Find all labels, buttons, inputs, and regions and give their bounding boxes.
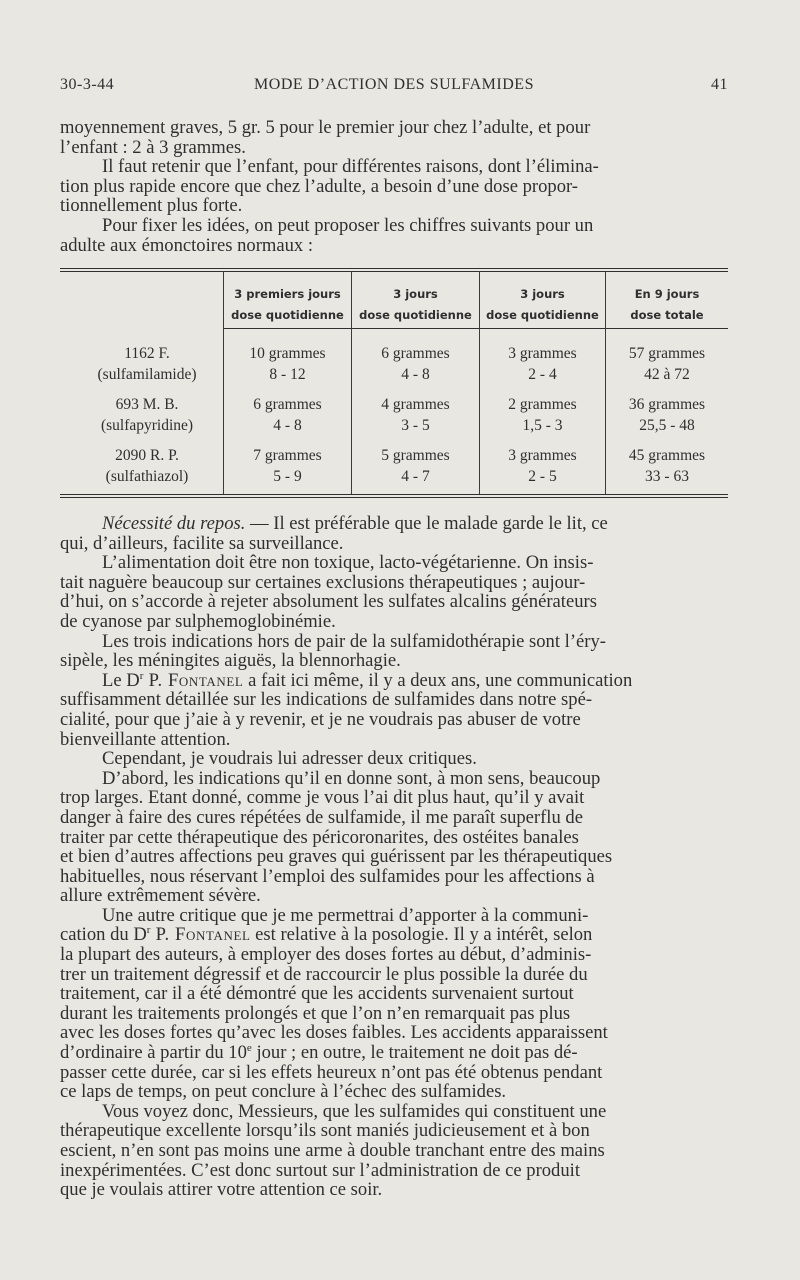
text-line: Cependant, je voudrais lui adresser deux critiques. bbox=[102, 748, 477, 770]
section-heading: Nécessité du repos. bbox=[102, 513, 246, 534]
text-line: avec les doses fortes qu’avec les doses faibles. Les accidents apparaissent bbox=[60, 1022, 608, 1044]
text-line: traiter par cette thérapeutique des péricoronarites, des ostéites banales bbox=[60, 826, 579, 848]
text-line: sipèle, les méningites aiguës, la blennorhagie. bbox=[60, 650, 401, 672]
text-line: de cyanose par sulphemoglobinémie. bbox=[60, 610, 336, 632]
table-cell: 57 grammes 42 à 72 bbox=[628, 345, 706, 383]
text-line: Le $D^r$ P. Fontanel a fait ici même, il y a deux ans, une communication bbox=[102, 669, 633, 691]
paragraph-critiques bbox=[60, 749, 728, 769]
text-line: adulte aux émonctoires normaux : bbox=[60, 234, 314, 256]
table-cell: 6 grammes 4 - 8 bbox=[253, 396, 322, 434]
text-line: tion plus rapide encore que chez l’adulte, a besoin d’une dose propor- bbox=[60, 175, 579, 197]
text-line: Vous voyez donc, Messieurs, que les sulfamides qui constituent une bbox=[102, 1100, 607, 1122]
text-line: ce laps de temps, on peut conclure à l’échec des sulfamides. bbox=[60, 1081, 507, 1103]
table-cell: 2 grammes 1,5 - 3 bbox=[508, 396, 577, 434]
header-bottom-rule bbox=[224, 328, 728, 329]
text-line: et bien d’autres affections peu graves qui guérissent par les thérapeutiques bbox=[60, 846, 613, 868]
text-line: Il faut retenir que l’enfant, pour différentes raisons, dont l’élimina- bbox=[102, 156, 599, 178]
text-line: allure extrêmement sévère. bbox=[60, 885, 261, 907]
body-text bbox=[60, 514, 728, 1200]
text-line: tait naguère beaucoup sur certaines exclusions thérapeutiques ; aujour- bbox=[60, 571, 586, 593]
text-line: tionnellement plus forte. bbox=[60, 195, 243, 217]
page-number: 41 bbox=[711, 76, 728, 93]
table-row-label: 1162 F. (sulfamilamide) bbox=[97, 345, 197, 383]
table-cell: 6 grammes 4 - 8 bbox=[381, 345, 450, 383]
table-cell: 3 grammes 2 - 5 bbox=[508, 447, 577, 485]
table-bottom-rule bbox=[60, 494, 728, 495]
column-header: 3 jours dose quotidienne bbox=[486, 287, 599, 322]
text-line: traitement, car il a été démontré que les accidents survenaient surtout bbox=[60, 983, 574, 1005]
running-header bbox=[60, 76, 728, 96]
text-line: qui, d’ailleurs, facilite sa surveillance. bbox=[60, 532, 344, 554]
table-cell: 10 grammes 8 - 12 bbox=[249, 345, 326, 383]
paragraph-repos bbox=[60, 514, 728, 553]
text-line: D’abord, les indications qu’il en donne sont, à mon sens, beaucoup bbox=[102, 767, 601, 789]
table-cell: 36 grammes 25,5 - 48 bbox=[628, 396, 706, 434]
table-bottom-rule bbox=[60, 497, 728, 498]
table-cell: 7 grammes 5 - 9 bbox=[253, 447, 322, 485]
paragraph-alimentation bbox=[60, 553, 728, 631]
text-line: l’enfant : 2 à 3 grammes. bbox=[60, 136, 246, 158]
text-line: la plupart des auteurs, à employer des doses fortes au début, d’adminis- bbox=[60, 944, 592, 966]
paragraph-doses-children bbox=[60, 118, 728, 157]
text-line: cialité, pour que j’aie à y revenir, et je ne voudrais pas abuser de votre bbox=[60, 708, 581, 730]
text-line: escient, n’en sont pas moins une arme à double tranchant entre des mains bbox=[60, 1140, 605, 1161]
paragraph-fontanel bbox=[60, 671, 728, 749]
text-line: trer un traitement dégressif et de raccourcir le plus possible la durée du bbox=[60, 963, 588, 985]
text-line: danger à faire des cures répétées de sulfamide, il me paraît superflu de bbox=[60, 806, 583, 828]
column-header: 3 premiers jours dose quotidienne bbox=[231, 287, 344, 322]
header-title: MODE D’ACTION DES SULFAMIDES bbox=[254, 76, 534, 93]
table-top-rule bbox=[60, 271, 728, 272]
text-line: passer cette durée, car si les effets heureux n’ont pas été obtenus pendant bbox=[60, 1061, 603, 1083]
header-date: 30-3-44 bbox=[60, 76, 115, 93]
column-header: En 9 jours dose totale bbox=[630, 287, 704, 322]
table-cell: 3 grammes 2 - 4 bbox=[508, 345, 577, 383]
table-row-label: 693 M. B. (sulfapyridine) bbox=[100, 396, 194, 434]
text-line: que je voulais attirer votre attention ce soir. bbox=[60, 1179, 383, 1201]
text-line: durant les traitements prolongés et que l’on n’en remarquait pas plus bbox=[60, 1002, 571, 1024]
intro-text bbox=[60, 118, 728, 255]
paragraph-enfant bbox=[60, 157, 728, 216]
text-line: Nécessité du repos. — Il est préférable que le malade garde le lit, ce bbox=[102, 513, 608, 534]
paragraph-indications-larges bbox=[60, 769, 728, 906]
table-row-label: 2090 R. P. (sulfathiazol) bbox=[105, 447, 189, 485]
text-line: Une autre critique que je me permettrai d’apporter à la communi- bbox=[102, 904, 589, 926]
paragraph-indications bbox=[60, 632, 728, 671]
text-line: d’hui, on s’accorde à rejeter absolument les sulfates alcalins générateurs bbox=[60, 591, 597, 613]
text-line: thérapeutique excellente lorsqu’ils sont maniés judicieusement et à bon bbox=[60, 1120, 590, 1142]
table-cell: 4 grammes 3 - 5 bbox=[381, 396, 450, 434]
text-line: bienveillante attention. bbox=[60, 728, 231, 750]
text-line: d’ordinaire à partir du 10e jour ; en outre, le traitement ne doit pas dé- bbox=[60, 1041, 578, 1064]
text-line: inexpérimentées. C’est donc surtout sur l’administration de ce produit bbox=[60, 1159, 580, 1181]
text-line: Pour fixer les idées, on peut proposer les chiffres suivants pour un bbox=[102, 214, 594, 236]
paragraph-posologie bbox=[60, 906, 728, 1102]
paragraph-conclusion bbox=[60, 1102, 728, 1200]
column-header: 3 jours dose quotidienne bbox=[359, 287, 472, 322]
table-cell: 5 grammes 4 - 7 bbox=[381, 447, 450, 485]
text-line: suffisamment détaillée sur les indications de sulfamides dans notre spé- bbox=[60, 689, 593, 711]
text-line: Les trois indications hors de pair de la sulfamidothérapie sont l’éry- bbox=[102, 630, 606, 652]
table-cell: 45 grammes 33 - 63 bbox=[628, 447, 706, 485]
text-line: cation du $D^r$ P. Fontanel est relative à la posologie. Il y a intérêt, selon bbox=[60, 924, 593, 946]
text-line: L’alimentation doit être non toxique, lacto-végétarienne. On insis- bbox=[102, 552, 594, 574]
table-top-rule bbox=[60, 268, 728, 269]
text-line: moyennement graves, 5 gr. 5 pour le premier jour chez l’adulte, et pour bbox=[60, 117, 591, 138]
paragraph-fixer-idees bbox=[60, 216, 728, 255]
text-line: habituelles, nous réservant l’emploi des sulfamides pour les affections à bbox=[60, 865, 595, 887]
text-line: trop larges. Etant donné, comme je vous l’ai dit plus haut, qu’il y avait bbox=[60, 787, 585, 809]
